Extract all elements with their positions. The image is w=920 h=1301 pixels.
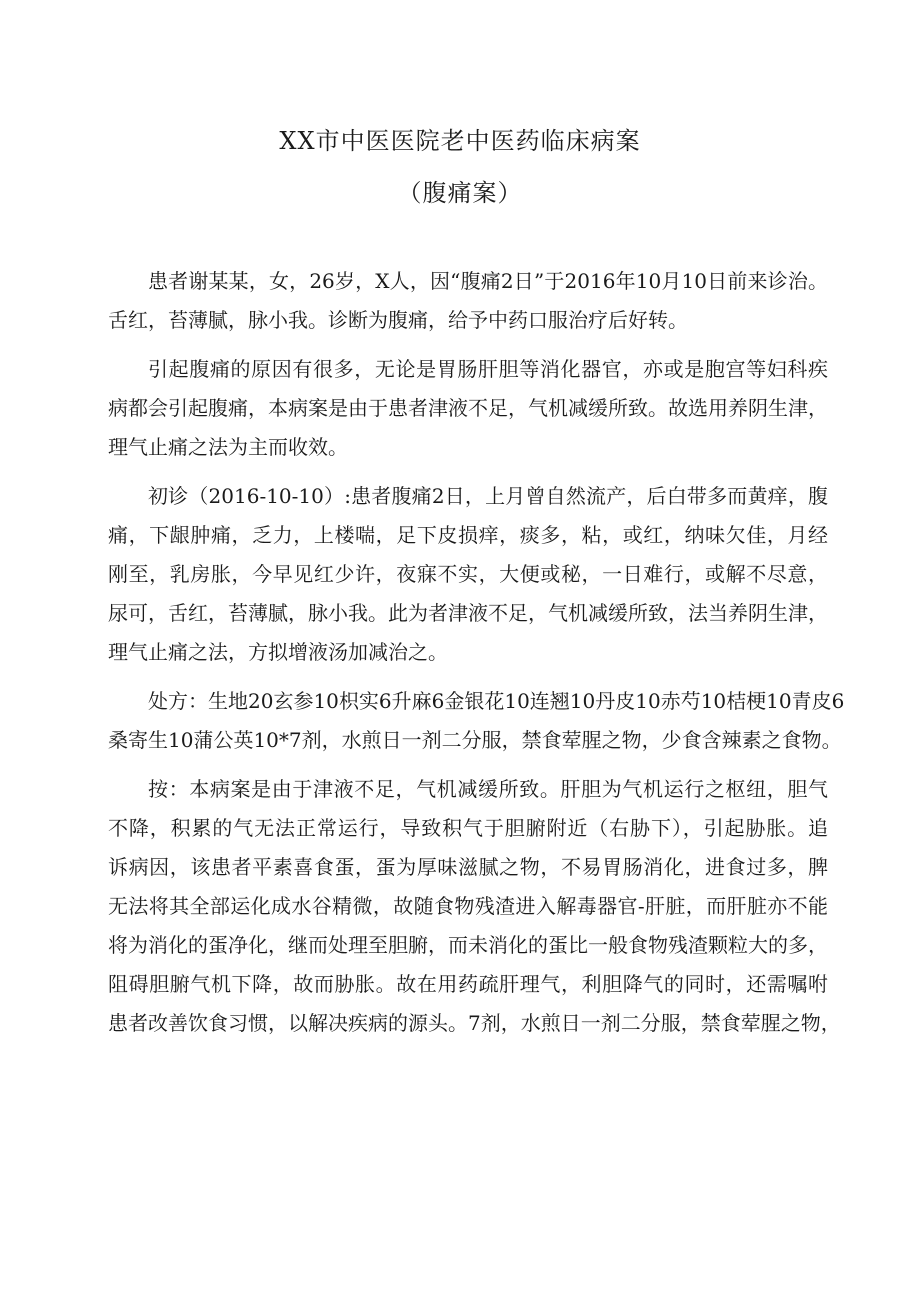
paragraph-line: 舌红，苔薄腻，脉小我。诊断为腹痛，给予中药口服治疗后好转。	[108, 308, 688, 332]
document-body	[108, 262, 845, 1053]
paragraph-line: 引起腹痛的原因有很多，无论是胃肠肝胆等消化器官，亦或是胞宫等妇科疾	[148, 357, 828, 381]
paragraph-line: 处方：生地20玄参10枳实6升麻6金银花10连翘10丹皮10赤芍10桔梗10青皮6	[148, 689, 845, 713]
paragraph	[108, 770, 841, 1043]
paragraph-line: 病都会引起腹痛，本病案是由于患者津液不足，气机减缓所致。故选用养阴生津，	[108, 396, 828, 420]
paragraph-line: 刚至，乳房胀，今早见红少许，夜寐不实，大便或秘，一日难行，或解不尽意，	[108, 562, 828, 586]
paragraph-line: 阻碍胆腑气机下降，故而胁胀。故在用药疏肝理气，利胆降气的同时，还需嘱咐	[108, 972, 828, 996]
document-subtitle: （腹痛案）	[397, 179, 523, 207]
paragraph-line: 理气止痛之法，方拟增液汤加减治之。	[108, 640, 448, 664]
paragraph-line: 无法将其全部运化成水谷精微，故随食物残渣进入解毒器官-肝脏，而肝脏亦不能	[108, 894, 828, 918]
paragraph	[108, 477, 828, 672]
paragraph-line: 理气止痛之法为主而收效。	[108, 435, 348, 459]
paragraph	[108, 262, 828, 340]
paragraph-line: 诉病因，该患者平素喜食蛋，蛋为厚味滋腻之物，不易胃肠消化，进食过多，脾	[108, 855, 828, 879]
paragraph-line: 桑寄生10蒲公英10*7剂，水煎日一剂二分服，禁食荤腥之物，少食含辣素之食物。	[108, 728, 842, 752]
paragraph-line: 痛，下龈肿痛，乏力，上楼喘，足下皮损痒，痰多，粘，或红，纳味欠佳，月经	[108, 523, 828, 547]
paragraph-line: 患者改善饮食习惯，以解决疾病的源头。7剂，水煎日一剂二分服，禁食荤腥之物，	[108, 1011, 841, 1035]
paragraph-line: 将为消化的蛋净化，继而处理至胆腑，而未消化的蛋比一般食物残渣颗粒大的多，	[108, 933, 828, 957]
paragraph-line: 患者谢某某，女，26岁，X人，因“腹痛2日”于2016年10月10日前来诊治。	[148, 269, 828, 293]
paragraph-line: 不降，积累的气无法正常运行，导致积气于胆腑附近（右胁下），引起胁胀。追	[108, 816, 828, 840]
paragraph	[108, 682, 845, 760]
paragraph-line: 初诊（2016-10-10）:患者腹痛2日，上月曾自然流产，后白带多而黄痒，腹	[148, 484, 828, 508]
paragraph	[108, 350, 828, 467]
document-title: XX市中医医院老中医药临床病案	[279, 127, 641, 155]
paragraph-line: 按：本病案是由于津液不足，气机减缓所致。肝胆为气机运行之枢纽，胆气	[148, 777, 828, 801]
paragraph-line: 尿可，舌红，苔薄腻，脉小我。此为者津液不足，气机减缓所致，法当养阴生津，	[108, 601, 828, 625]
